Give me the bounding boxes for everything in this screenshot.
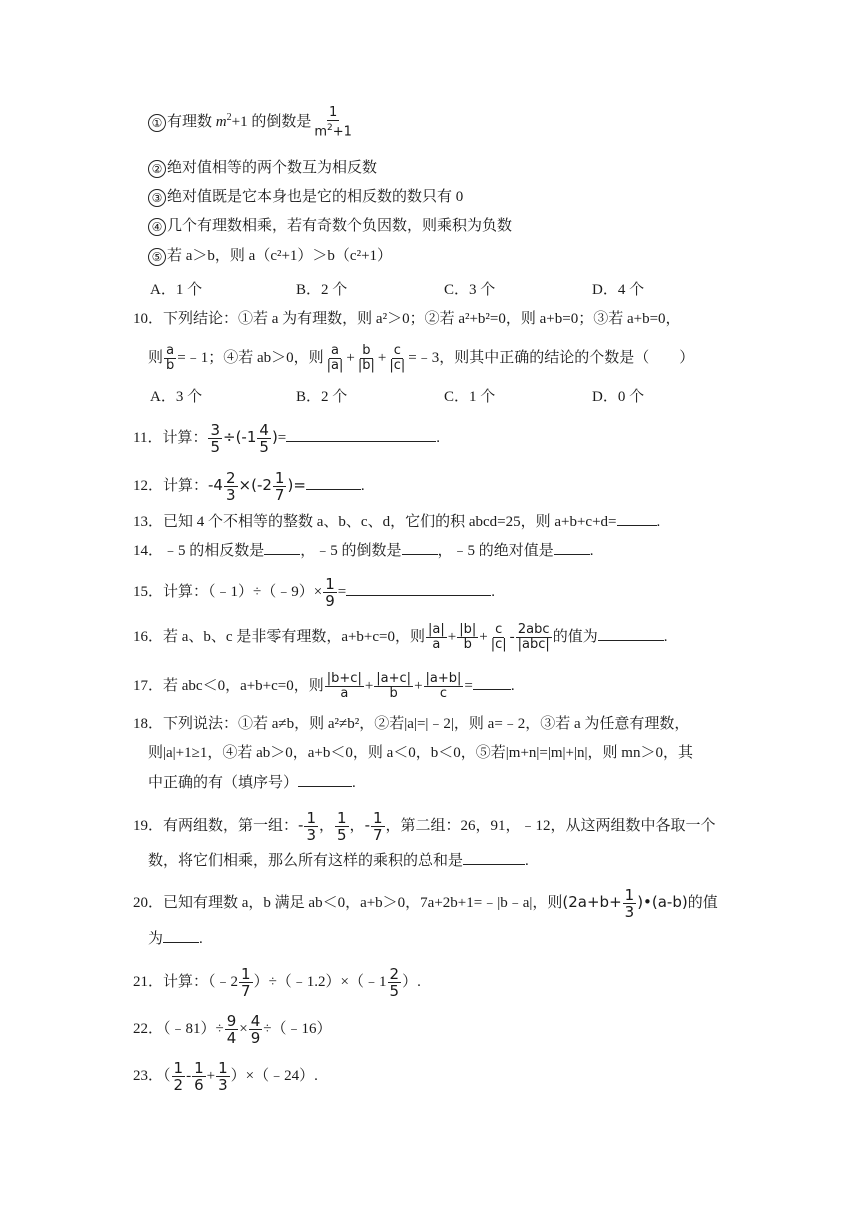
answer-blank[interactable] (473, 675, 511, 690)
answer-blank[interactable] (163, 928, 199, 943)
q10-option-c: C．1 个 (444, 389, 496, 405)
answer-blank[interactable] (346, 581, 491, 596)
q22: 22．（﹣81）÷ $\frac{9}{4}$ × $\frac{4}{9}$ ÷（﹣16） (133, 1012, 332, 1047)
q10-option-a: A．3 个 (150, 389, 203, 405)
circled-number: ① (148, 114, 166, 132)
q9-item-3: ③ 绝对值既是它本身也是它的相反数的数只有 0 (148, 187, 463, 207)
answer-blank[interactable] (554, 540, 590, 555)
q9-item-2: ② 绝对值相等的两个数互为相反数 (148, 158, 377, 178)
q16: 16．若 a、b、c 是非零有理数，a+b+c=0，则 $\frac{|a|}{a}$ + $\frac{|b|}{b}$ + $\frac{c}{|c|}$ - $\frac{\text{2abc}}{\text{|abc|}}$ 的值为 . (133, 622, 668, 652)
q9-option-d: D．4 个 (592, 282, 645, 298)
q10-option-b: B．2 个 (296, 389, 348, 405)
q10-line-1: 10．下列结论：①若 a 为有理数，则 a²＞0；②若 a²+b²=0，则 a+b=0；③若 a+b=0， (133, 311, 681, 327)
q20-line-2: 为 . (148, 928, 203, 949)
answer-blank[interactable] (264, 540, 300, 555)
q9-item-4: ④ 几个有理数相乘，若有奇数个负因数，则乘积为负数 (148, 216, 512, 236)
q21: 21．计算：（﹣2 $\frac{1}{7}$ ）÷（﹣1.2）×（﹣1 $\frac{2}{5}$ ）. (133, 965, 421, 1000)
q9-option-c: C．3 个 (444, 282, 496, 298)
answer-blank[interactable] (463, 850, 525, 865)
q9-option-a: A．1 个 (150, 282, 203, 298)
q9-option-b: B．2 个 (296, 282, 348, 298)
q12: 12．计算：-4 $\frac{2}{3}$ ×(-2 $\frac{1}{7}$ )= . (133, 469, 365, 504)
answer-blank[interactable] (617, 511, 657, 526)
q13: 13．已知 4 个不相等的整数 a、b、c、d，它们的积 abcd=25，则 a+b+c+d= . (133, 511, 660, 532)
q14: 14．﹣5 的相反数是 ，﹣5 的倒数是 ，﹣5 的绝对值是 . (133, 540, 594, 561)
answer-blank[interactable] (286, 427, 436, 442)
answer-blank[interactable] (598, 626, 664, 641)
q10-line-2: 则 $\frac{a}{b}$ =﹣1；④若 ab＞0，则 $\frac{a}{|a|}$ + $\frac{b}{|b|}$ + $\frac{c}{|c|}$ =﹣3，则其中正确的结论的个数是（ ） (148, 343, 695, 373)
q11: 11．计算： $\frac{3}{5}$ ÷(-1 $\frac{4}{5}$ )= . (133, 421, 441, 456)
q19-line-1: 19．有两组数，第一组：- $\frac{1}{3}$ ， $\frac{1}{5}$ ，- $\frac{1}{7}$ ，第二组：26，91，﹣12，从这两组数中各取一个 (133, 809, 716, 844)
answer-blank[interactable] (402, 540, 438, 555)
answer-blank[interactable] (306, 475, 361, 490)
q9-item-5: ⑤ 若 a＞b，则 a（c²+1）＞b（c²+1） (148, 246, 392, 266)
q18-line-2: 则|a|+1≥1，④若 ab＞0，a+b＜0，则 a＜0，b＜0，⑤若|m+n|=|m|+|n|，则 mn＞0，其 (148, 745, 693, 761)
q18-line-1: 18．下列说法：①若 a≠b，则 a²≠b²，②若|a|=|﹣2|，则 a=﹣2，③若 a 为任意有理数， (133, 716, 690, 732)
q10-option-d: D．0 个 (592, 389, 645, 405)
q9-item-1: ① 有理数 $m^2+1$ 的倒数是 $\frac{1}{m^2+1}$ (148, 106, 355, 139)
q17: 17．若 abc＜0，a+b+c=0，则 $\frac{|b+c|}{a}$ + $\frac{|a+c|}{b}$ + $\frac{|a+b|}{c}$ = . (133, 671, 515, 701)
q19-line-2: 数，将它们相乘，那么所有这样的乘积的总和是 . (148, 850, 529, 871)
q18-line-3: 中正确的有（填序号） . (148, 772, 356, 793)
q15: 15．计算：（﹣1）÷（﹣9）× $\frac{1}{9}$ = . (133, 575, 495, 610)
answer-blank[interactable] (298, 772, 352, 787)
q23: 23．（ $\frac{1}{2}$ - $\frac{1}{6}$ + $\frac{1}{3}$ ）×（﹣24）. (133, 1059, 318, 1094)
fraction: $\frac{1}{m^2+1}$ (314, 105, 352, 140)
q20-line-1: 20．已知有理数 a，b 满足 ab＜0，a+b＞0，7a+2b+1=﹣|b﹣a|，则(2a+b+ $\frac{1}{3}$ )•(a-b)的值 (133, 886, 718, 921)
